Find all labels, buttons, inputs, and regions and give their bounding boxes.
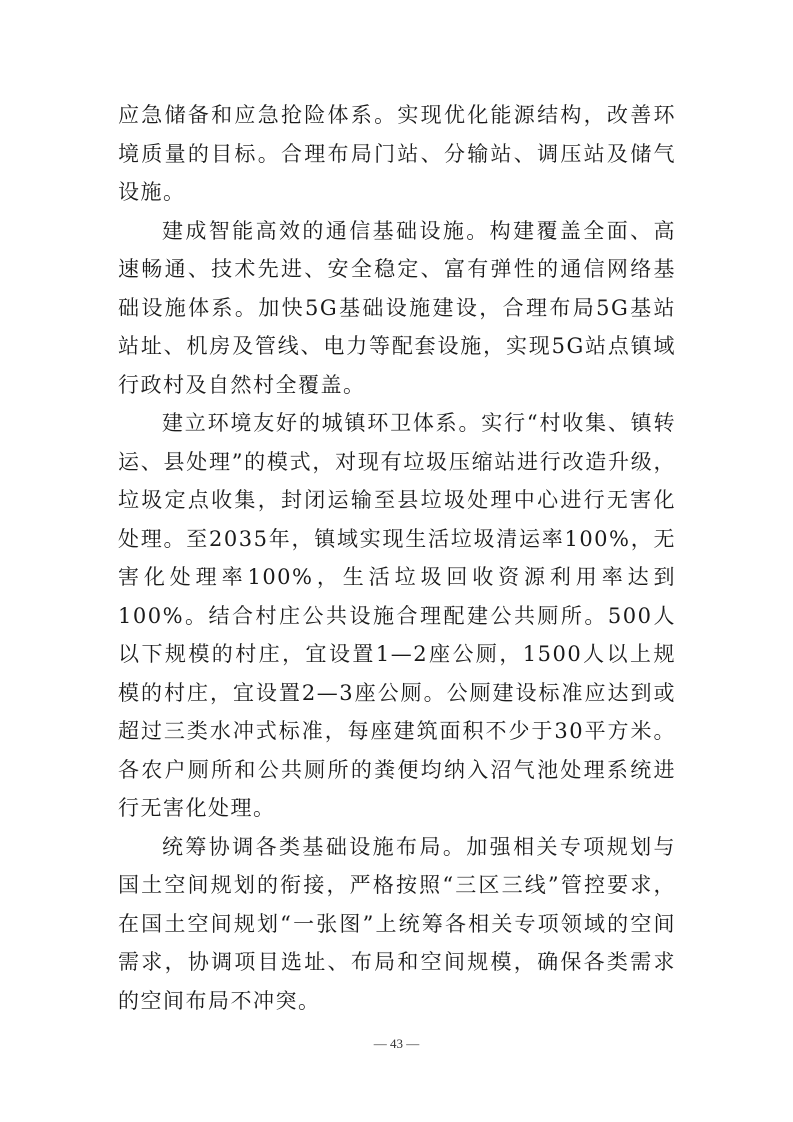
paragraph-text: 加强相关专项规划与国土空间规划的衔接，严格按照“三区三线”管控要求，在国土空间规划“一张图”上统筹各相关专项领域的空间需求，协调项目选址、布局和空间规模，确保各类需求的空间布局不冲突。 [118, 834, 677, 1013]
document-body [118, 96, 676, 1020]
paragraph-lead: 建立环境友好的城镇环卫体系。 [162, 411, 482, 435]
paragraph-lead: 建成智能高效的通信基础设施。 [162, 218, 490, 243]
paragraph-lead: 统筹协调各类基础设施布局。 [162, 834, 467, 859]
page-number: — 43 — [373, 1036, 420, 1051]
paragraph-coordination [118, 828, 676, 1021]
paragraph-text: 实行“村收集、镇转运、县处理”的模式，对现有垃圾压缩站进行改造升级，垃圾定点收集，封闭运输至县垃圾处理中心进行无害化处理。至2035年，镇域实现生活垃圾清运率100%，无害化处理率100%，生活垃圾回收资源利用率达到100%。结合村庄公共设施合理配建公共厕所。500人以下规模的村庄，宜设置1—2座公厕，1500人以上规模的村庄，宜设置2—3座公厕。公厕建设标准应达到或超过三类水冲式标准，每座建筑面积不少于30平方米。各农户厕所和公共厕所的粪便均纳入沼气池处理系统进行无害化处理。 [118, 411, 676, 820]
paragraph-energy-reserve [118, 96, 676, 212]
paragraph-text: 应急储备和应急抢险体系。实现优化能源结构，改善环境质量的目标。合理布局门站、分输站、调压站及储气设施。 [118, 103, 676, 204]
paragraph-text: 构建覆盖全面、高速畅通、技术先进、安全稳定、富有弹性的通信网络基础设施体系。加快5G基础设施建设，合理布局5G基站站址、机房及管线、电力等配套设施，实现5G站点镇域行政村及自然村全覆盖。 [118, 218, 677, 397]
paragraph-communication [118, 212, 676, 405]
paragraph-sanitation [118, 404, 676, 828]
